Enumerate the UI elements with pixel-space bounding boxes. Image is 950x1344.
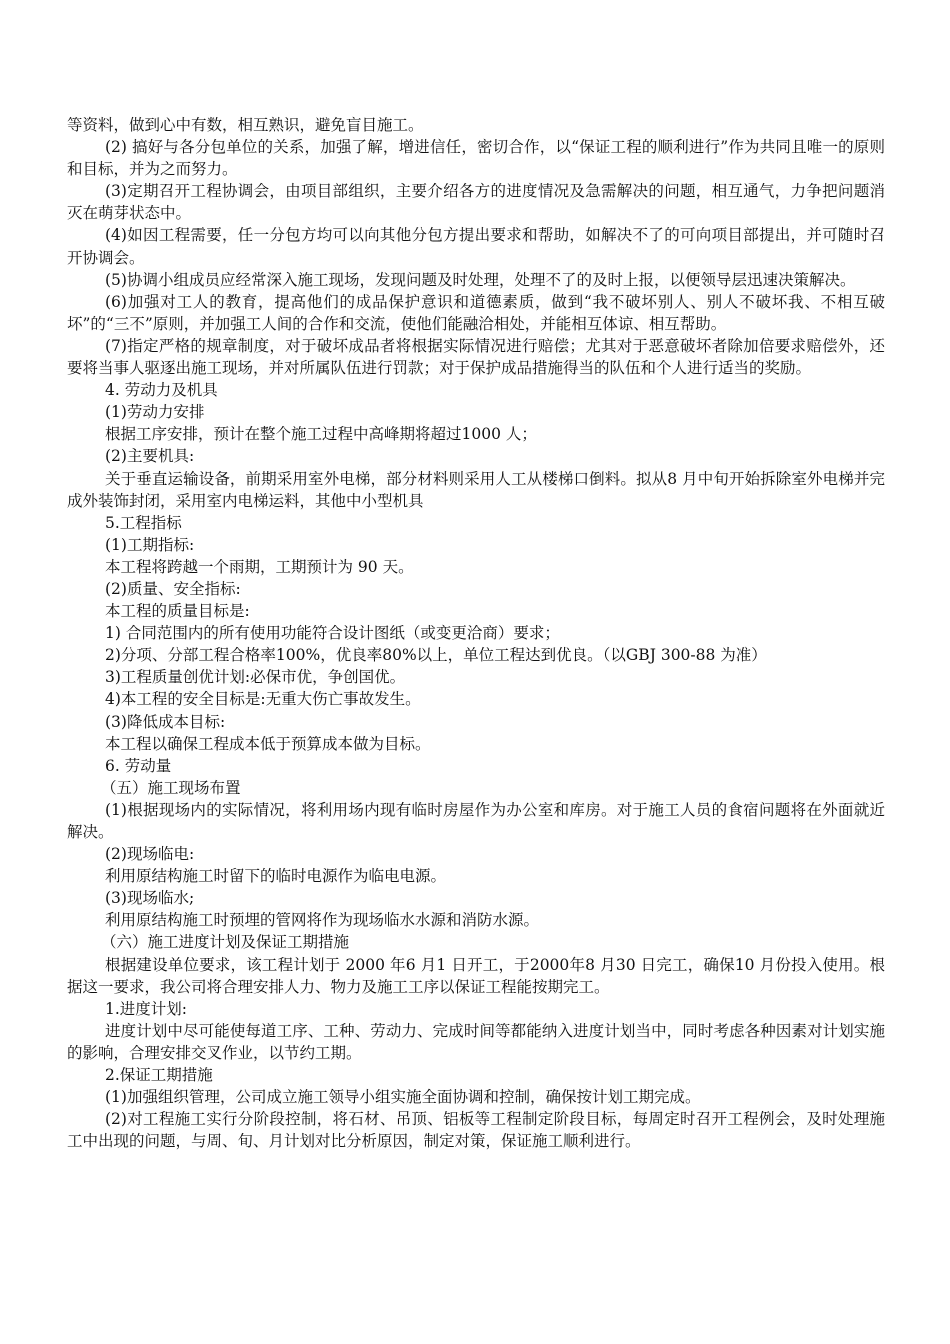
list-item: 2)分项、分部工程合格率100%，优良率80%以上，单位工程达到优良。（以GBJ 300-88 为准） xyxy=(105,646,767,665)
subsection-heading: (1)工期指标: xyxy=(105,535,195,554)
paragraph: 利用原结构施工时留下的临时电源作为临电电源。 xyxy=(105,867,447,886)
paragraph: 关于垂直运输设备，前期采用室外电梯，部分材料则采用人工从楼梯口倒料。拟从8 月中旬开始拆除室外电梯并完成外装饰封闭，采用室内电梯运料，其他中小型机具 xyxy=(67,469,885,510)
paragraph: 利用原结构施工时预埋的管网将作为现场临水水源和消防水源。 xyxy=(105,911,540,930)
paragraph: 本工程将跨越一个雨期，工期预计为 90 天。 xyxy=(105,557,414,576)
section-heading: 6. 劳动量 xyxy=(105,756,172,775)
paragraph: 本工程的质量目标是: xyxy=(105,602,250,621)
subsection-heading: (1)劳动力安排 xyxy=(105,403,205,422)
subsection-heading: (2)质量、安全指标: xyxy=(105,579,241,598)
chapter-heading: （五）施工现场布置 xyxy=(101,778,241,797)
paragraph: 进度计划中尽可能使每道工序、工种、劳动力、完成时间等都能纳入进度计划当中，同时考虑各种因素对计划实施的影响，合理安排交叉作业，以节约工期。 xyxy=(67,1021,885,1062)
chapter-heading: （六）施工进度计划及保证工期措施 xyxy=(101,933,350,952)
section-heading: 2.保证工期措施 xyxy=(105,1066,213,1085)
paragraph: 本工程以确保工程成本低于预算成本做为目标。 xyxy=(105,734,431,753)
paragraph: 等资料，做到心中有数，相互熟识，避免盲目施工。 xyxy=(67,116,424,134)
paragraph: (3)定期召开工程协调会，由项目部组织，主要介绍各方的进度情况及急需解决的问题，相互通气，力争把问题消灭在萌芽状态中。 xyxy=(67,182,885,223)
subsection-heading: (2)现场临电: xyxy=(105,845,195,864)
paragraph: (7)指定严格的规章制度，对于破坏成品者将根据实际情况进行赔偿；尤其对于恶意破坏者除加倍要求赔偿外，还要将当事人驱逐出施工现场，并对所属队伍进行罚款；对于保护成品措施得当的队伍和个人进行适当的奖励。 xyxy=(67,336,885,378)
paragraph: (2) 搞好与各分包单位的关系，加强了解，增进信任，密切合作，以“保证工程的顺利进行”作为共同且唯一的原则和目标，并为之而努力。 xyxy=(67,138,885,179)
list-item: 4)本工程的安全目标是:无重大伤亡事故发生。 xyxy=(105,690,421,709)
section-heading: 4. 劳动力及机具 xyxy=(105,381,218,400)
paragraph: (4)如因工程需要，任一分包方均可以向其他分包方提出要求和帮助，如解决不了的可向项目部提出，并可随时召开协调会。 xyxy=(67,226,885,267)
paragraph: 根据工序安排，预计在整个施工过程中高峰期将超过1000 人； xyxy=(105,425,537,444)
subsection-heading: (3)现场临水; xyxy=(105,889,195,908)
paragraph: (1)根据现场内的实际情况，将利用场内现有临时房屋作为办公室和库房。对于施工人员的食宿问题将在外面就近解决。 xyxy=(67,800,885,841)
paragraph: (1)加强组织管理，公司成立施工领导小组实施全面协调和控制，确保按计划工期完成。 xyxy=(105,1088,701,1107)
section-heading: 5.工程指标 xyxy=(105,513,182,532)
subsection-heading: (3)降低成本目标: xyxy=(105,712,226,731)
list-item: 3)工程质量创优计划:必保市优，争创国优。 xyxy=(105,668,406,687)
list-item: 1) 合同范围内的所有使用功能符合设计图纸（或变更洽商）要求； xyxy=(105,624,560,643)
paragraph: (6)加强对工人的教育，提高他们的成品保护意识和道德素质，做到“我不破坏别人、别人不破坏我、不相互破坏”的“三不”原则，并加强工人间的合作和交流，使他们能融洽相处，并能相互体谅、相互帮助。 xyxy=(67,292,885,333)
document-body xyxy=(67,114,885,1152)
section-heading: 1.进度计划: xyxy=(105,999,188,1018)
paragraph: 根据建设单位要求，该工程计划于 2000 年6 月1 日开工，于2000年8 月30 日完工，确保10 月份投入使用。根据这一要求，我公司将合理安排人力、物力及施工工序以保证工程能按期完工。 xyxy=(67,955,885,996)
paragraph: (5)协调小组成员应经常深入施工现场，发现问题及时处理，处理不了的及时上报，以便领导层迅速决策解决。 xyxy=(105,270,856,289)
paragraph: (2)对工程施工实行分阶段控制，将石材、吊顶、铝板等工程制定阶段目标，每周定时召开工程例会，及时处理施工中出现的问题，与周、旬、月计划对比分析原因，制定对策，保证施工顺利进行。 xyxy=(67,1110,885,1151)
subsection-heading: (2)主要机具: xyxy=(105,447,195,466)
